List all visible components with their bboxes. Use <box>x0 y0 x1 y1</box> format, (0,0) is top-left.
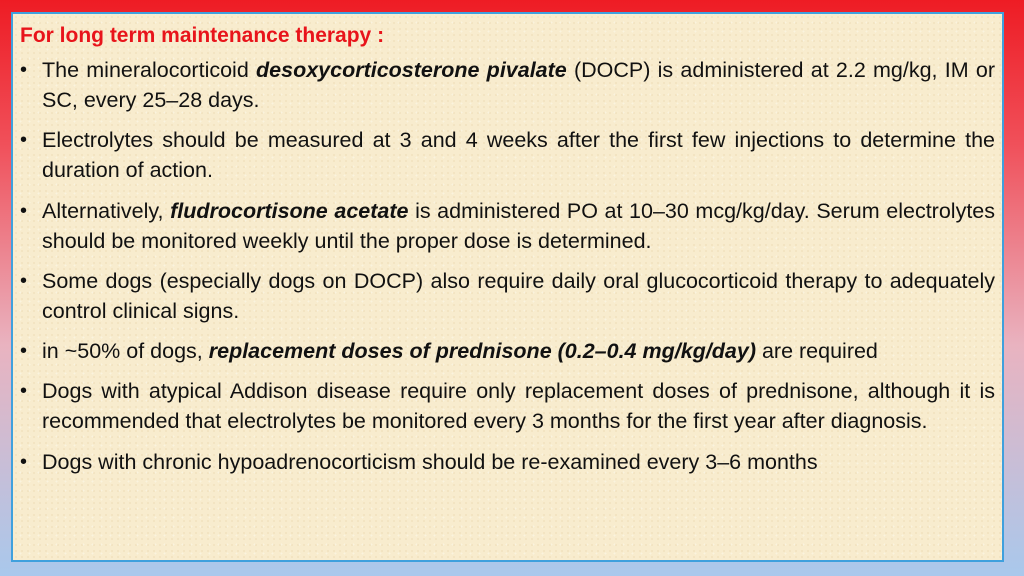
bullet-emphasis: replacement doses of prednisone (0.2–0.4 mg/kg/day) <box>208 339 756 364</box>
bullet-list <box>20 55 995 477</box>
bullet-dot-icon: • <box>20 340 28 363</box>
bullet-item <box>20 55 995 115</box>
bullet-text: in ~50% of dogs, <box>42 339 209 364</box>
bullet-text: Electrolytes should be measured at 3 and 4 weeks after the first few injections to determine the duration of action. <box>42 128 995 183</box>
bullet-item <box>20 376 995 436</box>
slide-title: For long term maintenance therapy : <box>20 24 385 47</box>
bullet-dot-icon: • <box>20 380 28 403</box>
bullet-item <box>20 125 995 185</box>
bullet-dot-icon: • <box>20 450 28 473</box>
bullet-emphasis: desoxycorticosterone pivalate <box>256 58 567 82</box>
bullet-emphasis: fludrocortisone acetate <box>170 198 409 223</box>
bullet-text: Alternatively, <box>42 198 171 223</box>
bullet-dot-icon: • <box>20 199 28 222</box>
bullet-dot-icon: • <box>20 269 28 292</box>
slide-content-panel <box>11 12 1004 562</box>
bullet-text: Dogs with atypical Addison disease require only replacement doses of prednisone, although it is recommended that electrolytes be monitored every 3 months for the first year after diagnosis. <box>42 379 995 434</box>
bullet-item <box>20 447 995 477</box>
bullet-dot-icon: • <box>20 129 28 152</box>
bullet-text-after: (DOCP) is administered at 2.2 mg/kg, IM or SC, every 25–28 days. <box>42 58 995 112</box>
bullet-text: The mineralocorticoid <box>42 58 257 82</box>
bullet-text-after: is administered PO at 10–30 mcg/kg/day. Serum electrolytes should be monitored weekly until the proper dose is determined. <box>42 198 996 253</box>
bullet-text: Dogs with chronic hypoadrenocorticism should be re-examined every 3–6 months <box>42 449 818 474</box>
bullet-dot-icon: • <box>20 59 28 81</box>
bullet-item <box>20 336 995 366</box>
bullet-item <box>20 196 995 256</box>
bullet-item <box>20 266 995 326</box>
bullet-text-after: are required <box>755 339 878 364</box>
bullet-text: Some dogs (especially dogs on DOCP) also require daily oral glucocorticoid therapy to adequately control clinical signs. <box>42 268 995 323</box>
